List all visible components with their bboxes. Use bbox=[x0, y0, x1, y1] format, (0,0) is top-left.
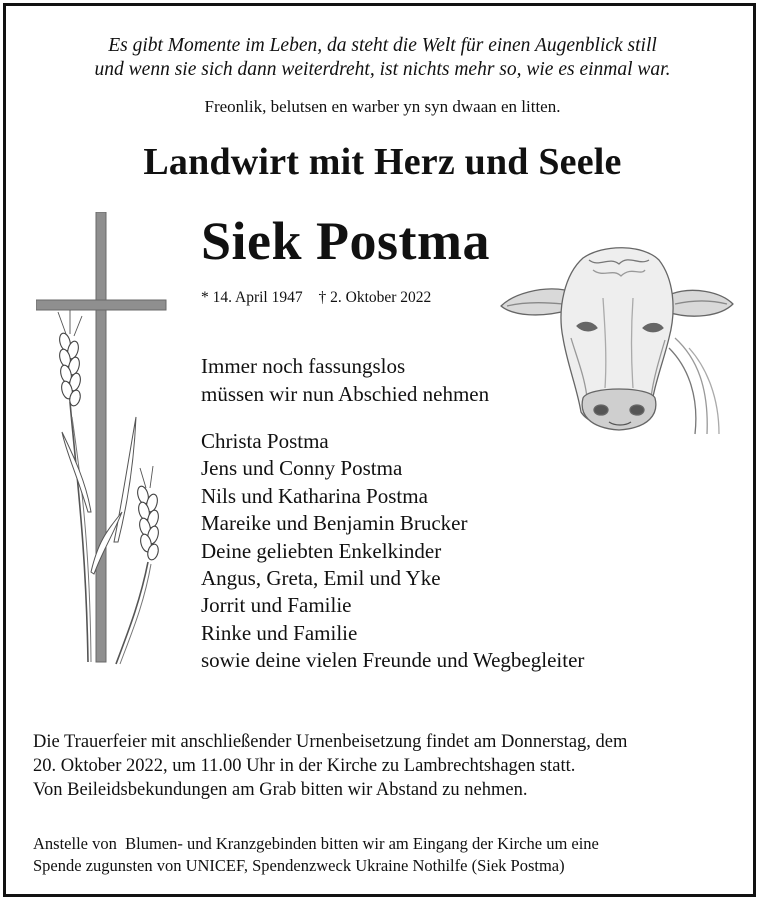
headline: Landwirt mit Herz und Seele bbox=[143, 141, 622, 183]
mourner-entry: Nils und Katharina Postma bbox=[201, 483, 428, 508]
mourner-entry: sowie deine vielen Freunde und Wegbegleiter bbox=[201, 648, 585, 673]
mourner-entry: Christa Postma bbox=[201, 429, 329, 453]
ceremony-line-1: Die Trauerfeier mit anschließender Urnenbeisetzung findet am Donnerstag, dem bbox=[33, 732, 628, 752]
donation-line-1: Anstelle von Blumen- und Kranzgebinden bitten wir am Eingang der Kirche um eine bbox=[33, 834, 599, 853]
ceremony-line-3: Von Beileidsbekundungen am Grab bitten wir Abstand zu nehmen. bbox=[33, 780, 528, 800]
cow-head-icon bbox=[493, 238, 738, 438]
donation-info bbox=[33, 833, 743, 877]
mourner-entry: Deine geliebten Enkelkinder bbox=[201, 538, 442, 563]
mourner-entry: Mareike und Benjamin Brucker bbox=[201, 511, 468, 536]
motto-quote bbox=[6, 34, 759, 82]
farewell-line-2: müssen wir nun Abschied nehmen bbox=[201, 382, 490, 406]
mourner-entry: Angus, Greta, Emil und Yke bbox=[201, 566, 441, 591]
mourner-entry: Jorrit und Familie bbox=[201, 593, 352, 618]
birth-date: * 14. April 1947 bbox=[201, 289, 303, 306]
motto-line-2: und wenn sie sich dann weiterdreht, ist nichts mehr so, wie es einmal war. bbox=[94, 59, 671, 80]
life-dates bbox=[201, 289, 443, 307]
frisian-line: Freonlik, belutsen en warber yn syn dwaan en litten. bbox=[204, 97, 561, 116]
mourner-entry: Jens und Conny Postma bbox=[201, 456, 403, 481]
ceremony-line-2: 20. Oktober 2022, um 11.00 Uhr in der Kirche zu Lambrechtshagen statt. bbox=[33, 756, 576, 776]
farewell-line-1: Immer noch fassungslos bbox=[201, 354, 406, 378]
death-date: † 2. Oktober 2022 bbox=[318, 289, 432, 306]
ceremony-info bbox=[33, 730, 743, 802]
obituary-notice bbox=[3, 3, 756, 897]
donation-line-2: Spende zugunsten von UNICEF, Spendenzweck Ukraine Nothilfe (Siek Postma) bbox=[33, 856, 565, 875]
farewell-text bbox=[201, 352, 489, 408]
cross-with-wheat-icon bbox=[36, 212, 171, 667]
mourner-entry: Rinke und Familie bbox=[201, 620, 358, 645]
deceased-name: Siek Postma bbox=[201, 211, 490, 271]
motto-line-1: Es gibt Momente im Leben, da steht die Welt für einen Augenblick still bbox=[108, 35, 657, 56]
mourners-list bbox=[201, 428, 584, 675]
